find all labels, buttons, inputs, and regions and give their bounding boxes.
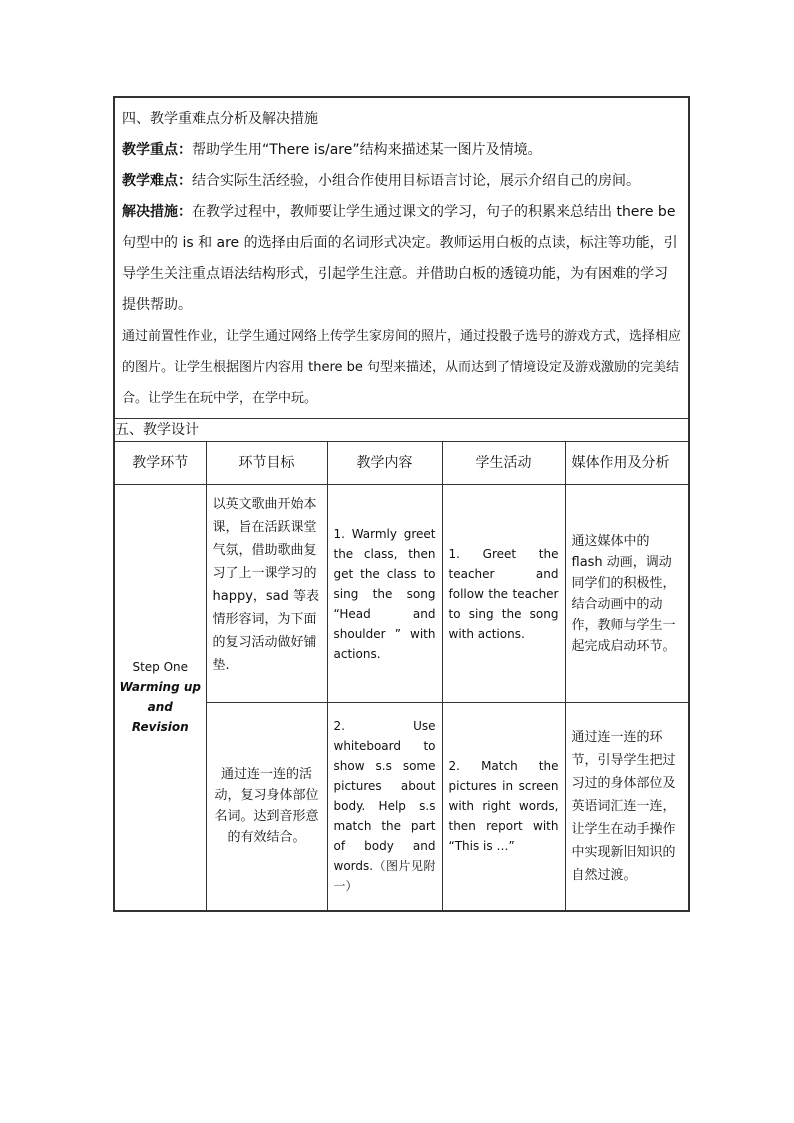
step-sub2: and <box>147 700 173 715</box>
step-sub1: Warming up <box>119 680 201 695</box>
difficulty-label: 教学难点： <box>122 173 192 189</box>
lesson-plan-sheet <box>113 96 688 912</box>
table-row <box>114 485 689 703</box>
section4-block <box>114 97 689 419</box>
measures-paragraph <box>122 197 681 321</box>
difficulty-text: 结合实际生活经验，小组合作使用目标语言讨论，展示介绍自己的房间。 <box>192 173 640 189</box>
difficulty-paragraph <box>122 166 681 197</box>
row1-media: 通这媒体中的 flash 动画，调动同学们的积极性，结合动画中的动作，教师与学生一起完成启动环节。 <box>565 485 689 703</box>
row2-goal: 通过连一连的活动，复习身体部位名词。达到音形意的有效结合。 <box>206 703 327 911</box>
header-content: 教学内容 <box>327 442 442 485</box>
key-point-paragraph <box>122 135 681 166</box>
step-name: Step One <box>132 660 189 675</box>
extra-paragraph: 通过前置性作业，让学生通过网络上传学生家房间的照片，通过投骰子选号的游戏方式，选择相应的图片。让学生根据图片内容用 there be 句型来描述，从而达到了情境设定及游戏激励的完美结合。让学生在玩中学，在学中玩。 <box>122 329 682 406</box>
row1-content: 1. Warmly greet the class, then get the class to sing the song “Head and shoulder ” with actions. <box>327 485 442 703</box>
section5-heading: 五、教学设计 <box>114 419 689 442</box>
header-stage: 教学环节 <box>114 442 206 485</box>
row2-content: 2. Use whiteboard to show s.s some pictures about body. Help s.s match the part of body and words.（图片见附一） <box>327 703 442 911</box>
step-sub3: Revision <box>131 720 189 735</box>
step-cell <box>114 485 206 911</box>
section4-heading: 四、教学重难点分析及解决措施 <box>122 111 318 127</box>
lesson-plan-table <box>113 96 690 912</box>
header-activity: 学生活动 <box>442 442 565 485</box>
key-point-label: 教学重点： <box>122 142 192 158</box>
key-point-text: 帮助学生用“There is/are”结构来描述某一图片及情境。 <box>192 142 542 158</box>
header-goal: 环节目标 <box>206 442 327 485</box>
row1-goal: 以英文歌曲开始本课，旨在活跃课堂气氛，借助歌曲复习了上一课学习的 happy，sad 等表情形容词，为下面的复习活动做好铺垫. <box>206 485 327 703</box>
row2-media: 通过连一连的环节，引导学生把过习过的身体部位及英语词汇连一连，让学生在动手操作中实现新旧知识的自然过渡。 <box>565 703 689 911</box>
row2-activity: 2. Match the pictures in screen with right words, then report with “This is …” <box>442 703 565 911</box>
measures-label: 解决措施： <box>122 204 192 220</box>
measures-text: 在教学过程中，教师要让学生通过课文的学习，句子的积累来总结出 there be 句型中的 is 和 are 的选择由后面的名词形式决定。教师运用白板的点读，标注等功能，引导学生关注重点语法结构形式，引起学生注意。并借助白板的透镜功能，为有困难的学习提供帮助。 <box>122 204 678 313</box>
row1-activity: 1. Greet the teacher and follow the teacher to sing the song with actions. <box>442 485 565 703</box>
header-media: 媒体作用及分析 <box>565 442 689 485</box>
